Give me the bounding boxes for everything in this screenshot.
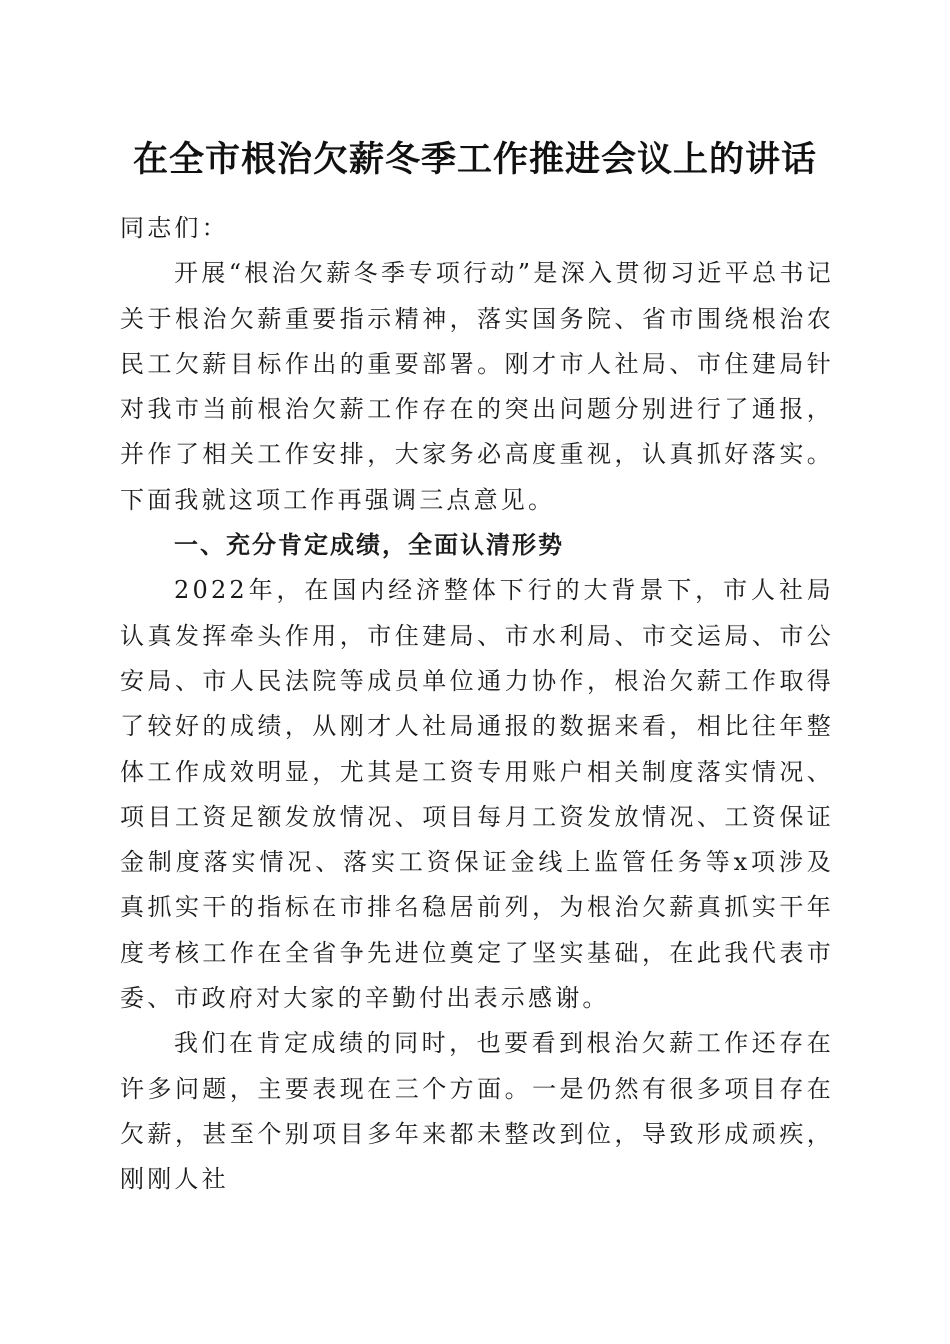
paragraph-achievements: 2022年，在国内经济整体下行的大背景下，市人社局认真发挥牵头作用，市住建局、市水利局、市交运局、市公安局、市人民法院等成员单位通力协作，根治欠薪工作取得了较好的成绩，从刚才人社局通报的数据来看，相比往年整体工作成效明显，尤其是工资专用账户相关制度落实情况、项目工资足额发放情况、项目每月工资发放情况、工资保证金制度落实情况、落实工资保证金线上监管任务等x项涉及真抓实干的指标在市排名稳居前列，为根治欠薪真抓实干年度考核工作在全省争先进位奠定了坚实基础，在此我代表市委、市政府对大家的辛勤付出表示感谢。 [120,576,834,1013]
paragraph-intro: 开展“根治欠薪冬季专项行动”是深入贯彻习近平总书记关于根治欠薪重要指示精神，落实国务院、省市围绕根治农民工欠薪目标作出的重要部署。刚才市人社局、市住建局针对我市当前根治欠薪工作存在的突出问题分别进行了通报，并作了相关工作安排，大家务必高度重视，认真抓好落实。下面我就这项工作再强调三点意见。 [120,259,834,514]
document-title: 在全市根治欠薪冬季工作推进会议上的讲话 [132,139,817,180]
salutation: 同志们： [120,214,229,242]
section-heading-1: 一、充分肯定成绩，全面认清形势 [174,531,564,560]
document-body [120,206,834,1203]
paragraph-problems: 我们在肯定成绩的同时，也要看到根治欠薪工作还存在许多问题，主要表现在三个方面。一是仍然有很多项目存在欠薪，甚至个别项目多年来都未整改到位，导致形成顽疾，刚刚人社 [120,1029,834,1194]
